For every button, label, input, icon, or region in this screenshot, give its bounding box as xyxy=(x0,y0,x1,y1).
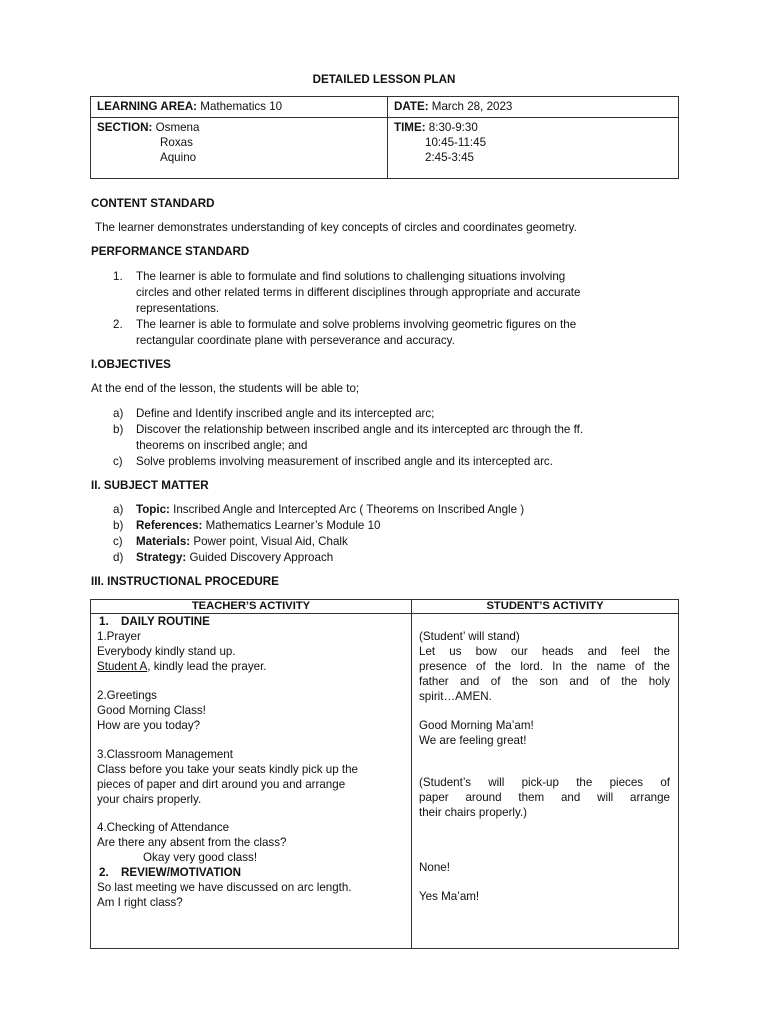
performance-standard-heading: PERFORMANCE STANDARD xyxy=(91,245,250,258)
list-line: representations. xyxy=(136,302,220,315)
list-item xyxy=(113,518,683,534)
list-item xyxy=(113,422,683,454)
section-1: Osmena xyxy=(155,121,200,134)
date-label: DATE: xyxy=(394,100,429,113)
attendance-label: 4.Checking of Attendance xyxy=(97,821,230,834)
good-morning-response: Good Morning Ma’am! xyxy=(419,719,534,732)
pickup-line: (Student’s will pick-up the pieces of xyxy=(419,776,670,789)
management-line: Class before you take your seats kindly pick up the xyxy=(97,763,358,776)
list-item xyxy=(113,534,683,550)
learning-area-label: LEARNING AREA: xyxy=(97,100,198,113)
greetings-label: 2.Greetings xyxy=(97,689,157,702)
management-line: pieces of paper and dirt around you and arrange xyxy=(97,778,346,791)
daily-routine-heading: DAILY ROUTINE xyxy=(121,615,210,628)
list-marker: 2. xyxy=(113,318,123,331)
list-marker: b) xyxy=(113,423,124,436)
list-marker: c) xyxy=(113,455,123,468)
student-activity-cell xyxy=(412,614,679,949)
section-2: Roxas xyxy=(160,136,193,149)
objectives-intro: At the end of the lesson, the students will be able to; xyxy=(91,382,360,395)
topic-label: Topic: xyxy=(136,503,170,516)
list-marker: a) xyxy=(113,503,124,516)
prayer-label: 1.Prayer xyxy=(97,630,141,643)
date-value: March 28, 2023 xyxy=(431,100,513,113)
list-line: circles and other related terms in different disciplines through appropriate and accurate xyxy=(136,286,581,299)
time-1: 8:30-9:30 xyxy=(428,121,478,134)
section-cell xyxy=(91,118,388,179)
list-marker: a) xyxy=(113,407,124,420)
section-3: Aquino xyxy=(160,151,197,164)
time-label: TIME: xyxy=(394,121,426,134)
student-a-name: Student A xyxy=(97,660,148,673)
objectives-list xyxy=(113,406,683,470)
performance-standard-list xyxy=(113,269,683,349)
pickup-end: their chairs properly.) xyxy=(419,806,528,819)
list-line: theorems on inscribed angle; and xyxy=(136,439,308,452)
procedure-table xyxy=(90,599,679,949)
list-item xyxy=(113,454,683,470)
prayer-end: spirit…AMEN. xyxy=(419,690,492,703)
list-line: Define and Identify inscribed angle and its intercepted arc; xyxy=(136,407,435,420)
list-line: The learner is able to formulate and solve problems involving geometric figures on the xyxy=(136,318,577,331)
prayer-line: presence of the lord. In the name of the xyxy=(419,660,670,673)
list-item xyxy=(113,502,683,518)
am-i-right-text: Am I right class? xyxy=(97,896,183,909)
strategy-value: Guided Discovery Approach xyxy=(186,551,334,564)
date-cell xyxy=(388,97,679,118)
materials-label: Materials: xyxy=(136,535,191,548)
teacher-activity-cell xyxy=(91,614,412,949)
prayer-line: Let us bow our heads and feel the xyxy=(419,645,670,658)
references-label: References: xyxy=(136,519,203,532)
lead-prayer-suffix: , kindly lead the prayer. xyxy=(147,660,267,673)
how-are-you-text: How are you today? xyxy=(97,719,201,732)
will-stand-text: (Student’ will stand) xyxy=(419,630,520,643)
procedure-heading: III. INSTRUCTIONAL PROCEDURE xyxy=(91,575,279,588)
time-cell xyxy=(388,118,679,179)
good-morning-class-text: Good Morning Class! xyxy=(97,704,206,717)
list-marker: 1. xyxy=(113,270,123,283)
any-absent-text: Are there any absent from the class? xyxy=(97,836,287,849)
content-standard-text: The learner demonstrates understanding of key concepts of circles and coordinates geometry. xyxy=(95,221,577,234)
okay-good-text: Okay very good class! xyxy=(143,851,258,864)
section-label: SECTION: xyxy=(97,121,153,134)
subject-matter-heading: II. SUBJECT MATTER xyxy=(91,479,209,492)
prayer-line: father and of the son and of the holy xyxy=(419,675,670,688)
lead-prayer-text xyxy=(97,659,267,674)
document-title: DETAILED LESSON PLAN xyxy=(312,73,456,86)
review-number: 2. xyxy=(99,866,109,879)
teacher-activity-header: TEACHER’S ACTIVITY xyxy=(91,600,412,614)
stand-up-text: Everybody kindly stand up. xyxy=(97,645,236,658)
classroom-management-label: 3.Classroom Management xyxy=(97,748,233,761)
content-standard-heading: CONTENT STANDARD xyxy=(91,197,215,210)
subject-matter-list xyxy=(113,502,683,566)
management-line: your chairs properly. xyxy=(97,793,202,806)
time-3: 2:45-3:45 xyxy=(425,151,474,164)
time-2: 10:45-11:45 xyxy=(425,136,487,149)
header-table xyxy=(90,96,679,179)
topic-value: Inscribed Angle and Intercepted Arc ( Theorems on Inscribed Angle ) xyxy=(169,503,525,516)
list-marker: c) xyxy=(113,535,123,548)
list-marker: b) xyxy=(113,519,124,532)
list-item xyxy=(113,406,683,422)
learning-area-value: Mathematics 10 xyxy=(200,100,283,113)
feeling-great-response: We are feeling great! xyxy=(419,734,527,747)
list-line: The learner is able to formulate and find solutions to challenging situations involving xyxy=(136,270,566,283)
materials-value: Power point, Visual Aid, Chalk xyxy=(190,535,348,548)
list-item xyxy=(113,269,683,317)
list-line: Discover the relationship between inscribed angle and its intercepted arc through the ff. xyxy=(136,423,584,436)
yes-response: Yes Ma’am! xyxy=(419,890,480,903)
objectives-heading: I.OBJECTIVES xyxy=(91,358,171,371)
list-item xyxy=(113,550,683,566)
list-marker: d) xyxy=(113,551,124,564)
references-value: Mathematics Learner’s Module 10 xyxy=(202,519,381,532)
student-activity-header: STUDENT’S ACTIVITY xyxy=(412,600,679,614)
daily-routine-number: 1. xyxy=(99,615,109,628)
list-item xyxy=(113,317,683,349)
none-response: None! xyxy=(419,861,450,874)
learning-area-cell xyxy=(91,97,388,118)
strategy-label: Strategy: xyxy=(136,551,187,564)
last-meeting-text: So last meeting we have discussed on arc length. xyxy=(97,881,352,894)
list-line: rectangular coordinate plane with perseverance and accuracy. xyxy=(136,334,455,347)
list-line: Solve problems involving measurement of inscribed angle and its intercepted arc. xyxy=(136,455,553,468)
review-heading: REVIEW/MOTIVATION xyxy=(121,866,242,879)
pickup-line: paper around them and will arrange xyxy=(419,791,670,804)
